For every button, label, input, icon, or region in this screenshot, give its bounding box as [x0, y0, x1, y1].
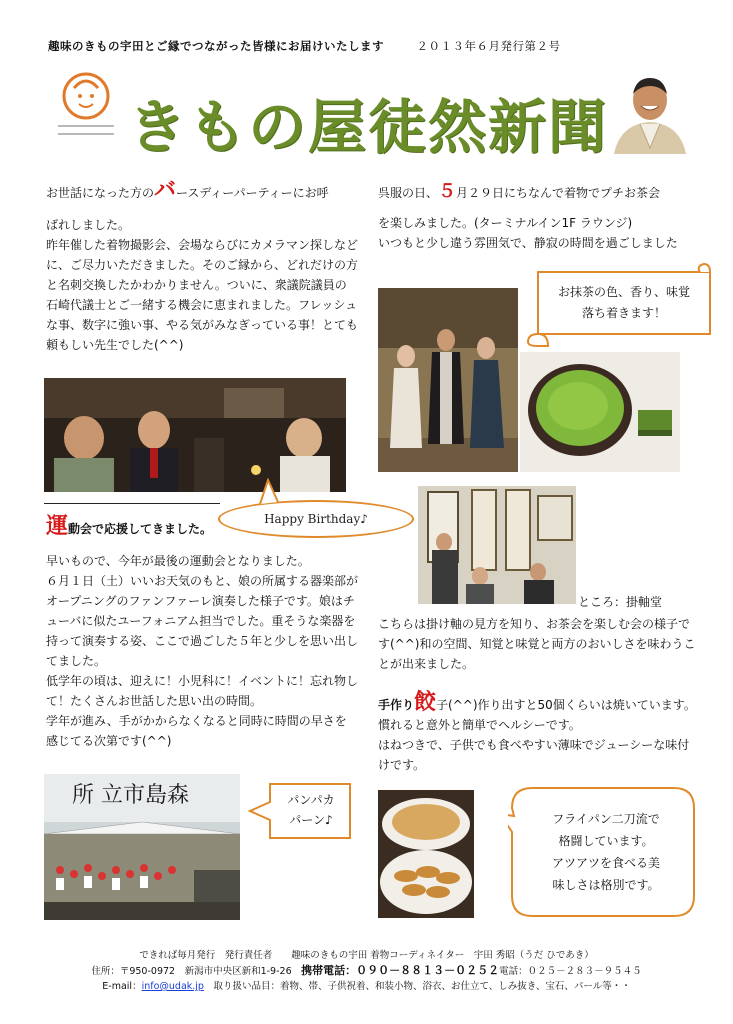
- sports-day-article: [46, 513, 359, 751]
- scroll-gallery-article: [378, 614, 696, 674]
- gyoza-flavor: はねつきで、子供でも食べやすい薄味でジューシーな味付けです。: [378, 738, 690, 772]
- kimono-group-photo: [378, 288, 518, 472]
- gyoza-emphasis: 餃: [414, 689, 437, 715]
- gyoza-bubble: [508, 786, 696, 920]
- author-portrait: [610, 68, 690, 154]
- tea-emphasis: ５: [438, 181, 457, 202]
- birthday-article: [46, 177, 359, 355]
- sports-day-closing: 学年が進み、手がかからなくなると同時に時間の早さを感じてる次第です(^^): [46, 714, 347, 748]
- sports-day-body: ６月１日（土）いいお天気のもと、娘の所属する器楽部がオープニングのファンファーレ演奏した様子です。娘はチューバに似たユーフォニアム担当でした。重そうな楽器を持って演奏する姿、ここで過ごした５年と少しを思い出してました。: [46, 574, 359, 668]
- newsletter-header: [48, 38, 561, 54]
- masthead-title: きもの屋徒然新聞: [128, 93, 609, 161]
- panpaka-bubble: [248, 782, 352, 840]
- tea-body: いつもと少し違う雰囲気で、静寂の時間を過ごしました: [378, 236, 678, 250]
- birthday-intro-text: お世話になった方の: [46, 186, 155, 200]
- sports-day-line1: 早いもので、今年が最後の運動会となりました。: [46, 554, 310, 568]
- tea-intro-rest: 月２９日にちなんで着物でプチお茶会: [456, 186, 661, 200]
- tea-intro-text: 呉服の日、: [378, 186, 439, 200]
- gyoza-heading: 手作り: [378, 698, 415, 712]
- footer-phone: 電話：０２５－２８３－９５４５: [499, 966, 642, 977]
- matcha-scroll-text: お抹茶の色、香り、味覚 落ち着きます！: [557, 285, 690, 320]
- gyoza-article: [378, 689, 696, 775]
- scroll-gallery-body: こちらは掛け軸の見方を知り、お茶会を楽しむ会の様子です(^^)和の空間、知覚と味覚と両方のおいしさを味わうことが出来ました。: [378, 617, 696, 671]
- birthday-intro-rest: ースディーパーティーにお呼: [176, 186, 329, 200]
- issue-number: ２０１３年６月発行第２号: [416, 39, 561, 53]
- tea-ceremony-article: [378, 182, 698, 253]
- birthday-emphasis: バ: [154, 177, 177, 203]
- footer: [0, 948, 733, 994]
- birthday-intro-line2: ばれしました。: [46, 218, 131, 232]
- venue-caption: ところ：掛軸堂: [578, 595, 663, 609]
- sports-day-emphasis: 運: [46, 513, 69, 539]
- footer-email-label: E-mail：: [102, 981, 142, 992]
- footer-mobile: 携帯電話：０９０－８８１３－０２５２: [301, 964, 500, 977]
- scroll-gallery-photo: [418, 486, 576, 604]
- birthday-party-photo: [44, 378, 346, 492]
- footer-address: 住所：〒950-0972 新潟市中央区新和1-9-26: [91, 966, 302, 977]
- matcha-scroll-bubble: [524, 262, 716, 348]
- gyoza-photo: [378, 790, 474, 918]
- sports-day-heading: 動会で応援してきました。: [68, 522, 213, 536]
- footer-email-line: [0, 979, 733, 994]
- email-link[interactable]: info@udak.jp: [141, 981, 204, 992]
- school-sign-text: 所 立市島森: [72, 783, 189, 808]
- header-tagline: 趣味のきもの宇田とご縁でつながった皆様にお届けいたします: [48, 39, 384, 53]
- matcha-photo: [520, 352, 680, 472]
- sports-day-photo: [44, 774, 240, 920]
- panpaka-text: パンパカ パーン♪: [287, 793, 335, 827]
- gyoza-bubble-text: フライパン二刀流で 格闘しています。 アツアツを食べる美 味しさは格別です。: [551, 812, 660, 892]
- birthday-body: 昨年催した着物撮影会、会場ならびにカメラマン探しなどに、ご尽力いただきました。そのご縁から、どれだけの方と名刺交換したかわかりません。ついに、衆議院議員の石崎代議士とご一緒する機会に恵まれました。フレッシュな事、数字に強い事、やる気がみなぎっている事！とても頼もしい先生でした(^^): [46, 238, 359, 352]
- shop-logo: [52, 66, 120, 152]
- tea-intro-line2: を楽しみました。(ターミナルイン1F ラウンジ): [378, 216, 633, 230]
- bubble-tail-icon: [254, 478, 284, 506]
- happy-birthday-text: Happy Birthday♪: [264, 512, 368, 526]
- section-divider: [44, 503, 220, 504]
- sports-day-memories: 低学年の頃は、迎えに！小児科に！イベントに！忘れ物して！たくさんお世話した思い出の時間。: [46, 674, 359, 708]
- footer-contact: [0, 963, 733, 979]
- footer-products: 取り扱い品目：着物、帯、子供祝着、和装小物、浴衣、お仕立て、しみ抜き、宝石、パール等・・: [203, 981, 631, 992]
- gyoza-body: 子(^^)作り出すと50個くらいは焼いています。慣れると意外と簡単でヘルシーです。: [378, 698, 696, 732]
- footer-publisher: できれば毎月発行 発行責任者 趣味のきもの宇田 着物コーディネイター 宇田 秀昭（うだ ひであき）: [139, 950, 594, 961]
